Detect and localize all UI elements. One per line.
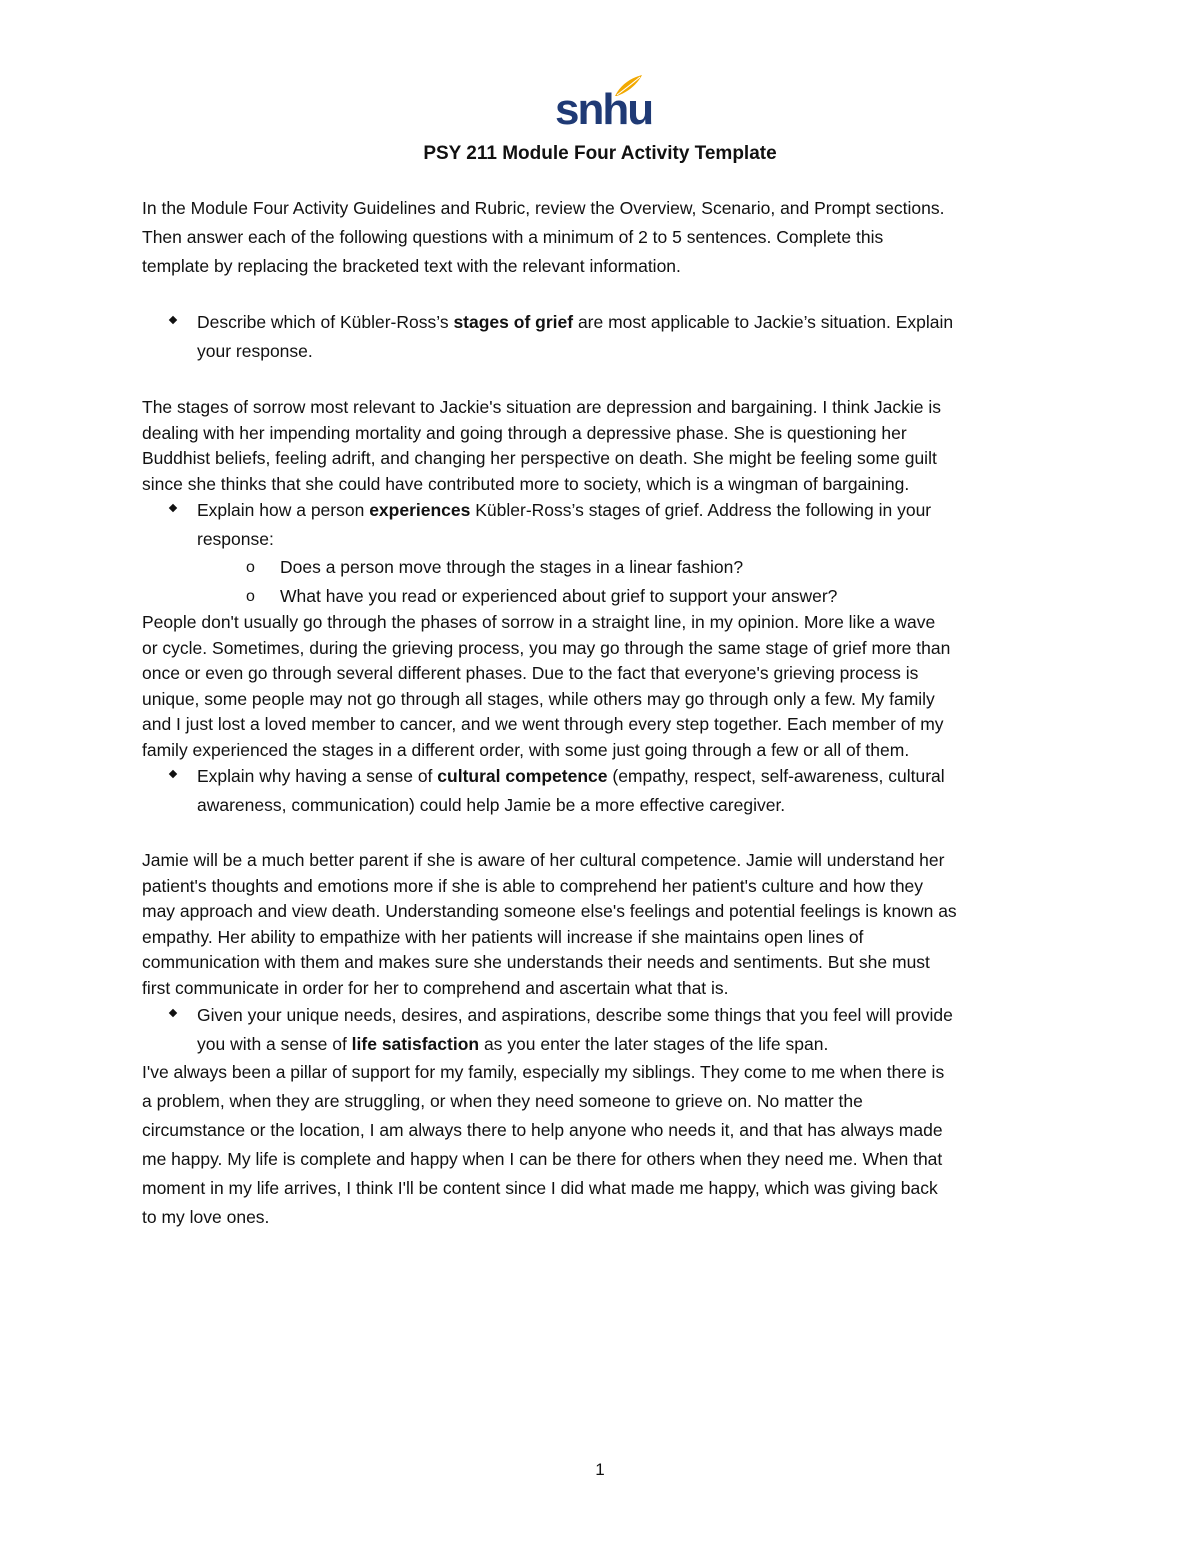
answer-line: may approach and view death. Understanding someone else's feelings and potential feelings is known as [142, 901, 957, 921]
answer-line: communication with them and makes sure she understands their needs and sentiments. But she must [142, 952, 930, 972]
question-text: Explain why having a sense of cultural competence (empathy, respect, self-awareness, cultural awareness, communication) could help Jamie be a more effective caregiver. [197, 766, 945, 815]
intro-paragraph [142, 194, 1062, 281]
question-text: Explain how a person experiences Kübler-Ross’s stages of grief. Address the following in your response: [197, 500, 932, 549]
sub-bullet-icon: o [246, 559, 255, 576]
answer-3 [142, 848, 1062, 1001]
answer-line: circumstance or the location, I am always there to help anyone who needs it, and that has always made [142, 1120, 943, 1140]
sub-bullet-icon: o [246, 588, 255, 605]
emphasis: experiences [369, 500, 471, 520]
emphasis: cultural competence [437, 766, 608, 786]
answer-line: a problem, when they are struggling, or when they need someone to grieve on. No matter the [142, 1091, 863, 1111]
bullet-icon [169, 1009, 177, 1017]
answer-line: dealing with her impending mortality and going through a depressive phase. She is questioning her [142, 422, 907, 443]
bullet-icon [169, 504, 177, 512]
answer-1 [142, 395, 1062, 497]
answer-line: since she thinks that she could have contributed more to society, which is a wingman of bargaining. [142, 473, 910, 494]
answer-line: family experienced the stages in a different order, with some just going through a few or all of them. [142, 739, 910, 760]
bullet-icon [169, 316, 177, 324]
answer-4 [142, 1058, 1062, 1232]
answer-line: me happy. My life is complete and happy when I can be there for others when they need me. When that [142, 1149, 943, 1169]
answer-line: Buddhist beliefs, feeling adrift, and changing her perspective on death. She might be feeling some guilt [142, 448, 937, 468]
logo-text: snhu [555, 85, 653, 134]
answer-line: first communicate in order for her to comprehend and ascertain what that is. [142, 977, 729, 998]
answer-line: once or even go through several different phases. Due to the fact that everyone's grieving process is [142, 663, 919, 683]
intro-line: Then answer each of the following questions with a minimum of 2 to 5 sentences. Complete this [142, 227, 884, 247]
page-title: PSY 211 Module Four Activity Template [423, 143, 777, 164]
answer-line: Jamie will be a much better parent if she is aware of her cultural competence. Jamie will understand her [142, 850, 945, 870]
emphasis: stages of grief [453, 312, 574, 332]
answer-line: patient's thoughts and emotions more if she is able to comprehend her patient's culture and how they [142, 875, 924, 896]
intro-line: template by replacing the bracketed text with the relevant information. [142, 256, 681, 276]
intro-line: In the Module Four Activity Guidelines and Rubric, review the Overview, Scenario, and Prompt sections. [142, 198, 945, 218]
answer-line: unique, some people may not go through all stages, while others may go through only a few. My family [142, 688, 935, 709]
snhu-logo [555, 74, 653, 134]
answer-line: I've always been a pillar of support for my family, especially my siblings. They come to me when there is [142, 1062, 945, 1082]
answer-line: and I just lost a loved member to cancer, and we went through every step together. Each member of my [142, 714, 944, 734]
emphasis: life satisfaction [351, 1034, 480, 1054]
answer-line: The stages of sorrow most relevant to Jackie's situation are depression and bargaining. I think Jackie is [142, 397, 942, 417]
answer-line: or cycle. Sometimes, during the grieving process, you may go through the same stage of grief more than [142, 637, 951, 658]
answer-line: to my love ones. [142, 1207, 270, 1227]
answer-line: empathy. Her ability to empathize with her patients will increase if she maintains open lines of [142, 926, 864, 947]
answer-line: People don't usually go through the phases of sorrow in a straight line, in my opinion. More like a wave [142, 612, 936, 632]
page-number: 1 [595, 1460, 605, 1479]
document-page: snhu PSY 211 Module Four Activity Template In the Module Four Activity Guidelines and Rubric, review the Overview, Scenario, and Prompt sections. Then answer each of the following questions with a minimum of 2 to 5 sentences. Complete this template by replacing the bracketed text with the relevant information. Describe which of Kübler-Ross’s stages of grief are most applicable to Jackie’s situation. Explain your response. The stages of sorrow most relevant to Jackie's situation are depression and bargaining. I think Jackie is dealing with her impending mortality and going through a depressive phase. She is questioning her Buddhist beliefs, feeling adrift, and changing her perspective on death. She might be feeling some guilt since she thinks that she could have contributed more to society, which is a wingman of bargaining. Explain how a person experiences Kübler-Ross’s stages of grief. Address the following in your response: o Does a person move through the stages in a linear fashion? o What have you read or experienced about grief to support your answer? People don't usually go through the phases of sorrow in a straight line, in my opinion. More like a wave or cycle. Sometimes, during the grieving process, you may go through the same stage of grief more than once or even go through several different phases. Due to the fact that everyone's grieving process is unique, some people may not go through all stages, while others may go through only a few. My family and I just lost a loved member to cancer, and we went through every step together. Each member of my family experienced the stages in a different order, with some just going through a few or all of them. Explain why having a sense of cultural competence (empathy, respect, self-awareness, cultural awareness, communication) could help Jamie be a more effective caregiver. Jamie will be a much better parent if she is aware of her cultural competence. Jamie will understand her patient's thoughts and emotions more if she is able to comprehend her patient's culture and how they may approach and view death. Understanding someone else's feelings and potential feelings is known as empathy. Her ability to empathize with her patients will increase if she maintains open lines of communication with them and makes sure she understands their needs and sentiments. But she must first communicate in order for her to comprehend and ascertain what that is. Given your unique needs, desires, and aspirations, describe some things that you feel will provide you with a sense of life satisfaction as you enter the later stages of the life span. I've always been a pillar of support for my family, especially my siblings. They come to me when there is a problem, when they are struggling, or when they need someone to grieve on. No matter the circumstance or the location, I am always there to help anyone who needs it, and that has always made me happy. My life is complete and happy when I can be there for others when they need me. When that moment in my life arrives, I think I'll be content since I did what made me happy, which was giving back to my love ones. 1 [0, 0, 1200, 1553]
question-text: Describe which of Kübler-Ross’s stages of grief are most applicable to Jackie’s situation. Explain your response. [197, 312, 954, 361]
question-text: Given your unique needs, desires, and aspirations, describe some things that you feel will provide you with a sense of life satisfaction as you enter the later stages of the life span. [197, 1005, 953, 1054]
bullet-icon [169, 770, 177, 778]
answer-line: moment in my life arrives, I think I'll be content since I did what made me happy, which was giving back [142, 1178, 938, 1198]
answer-2 [142, 610, 1062, 763]
